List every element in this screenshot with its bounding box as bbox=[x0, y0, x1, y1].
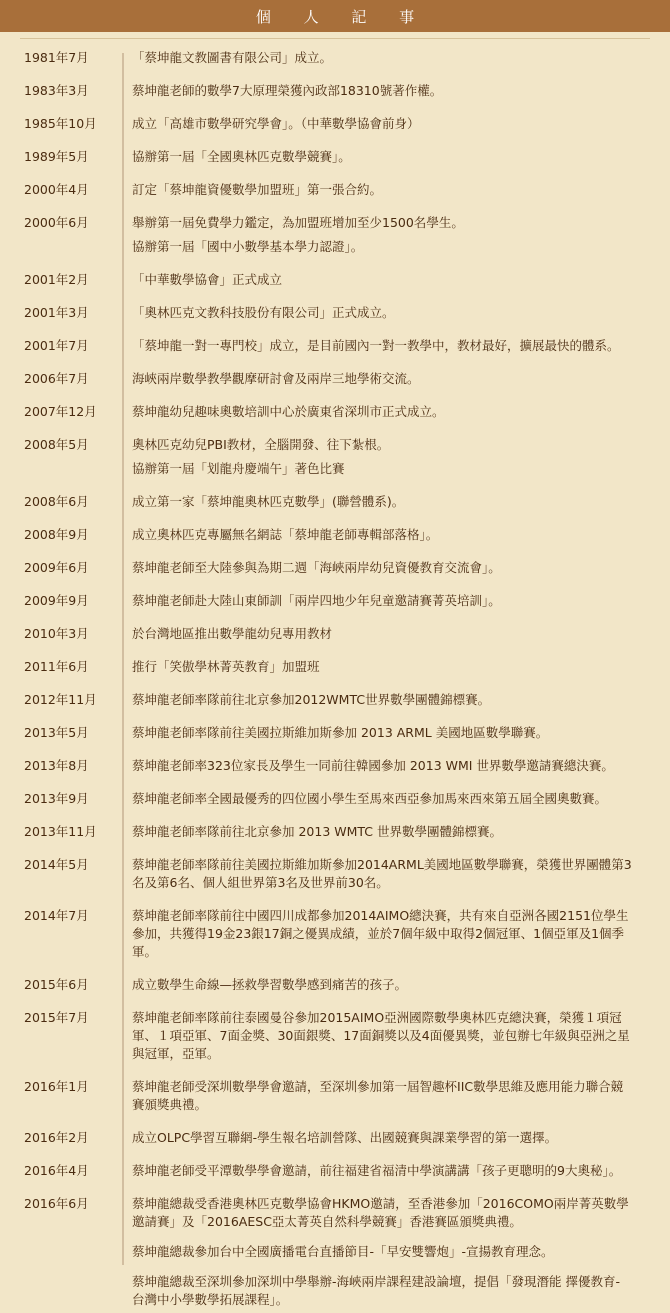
timeline-entry bbox=[0, 854, 670, 896]
entry-date: 2010年3月 bbox=[24, 626, 89, 641]
timeline-entry bbox=[0, 269, 670, 293]
entry-event-text: 協辦第一屆「全國奧林匹克數學競賽」。 bbox=[132, 149, 351, 164]
timeline-entry bbox=[0, 146, 670, 170]
timeline-entry bbox=[0, 113, 670, 137]
entry-event-text: 蔡坤龍總裁參加台中全國廣播電台直播節目-「早安雙響炮」-宣揚教育理念。 bbox=[132, 1244, 554, 1259]
timeline-entry bbox=[0, 302, 670, 326]
timeline-entry bbox=[0, 821, 670, 845]
entry-events bbox=[122, 401, 632, 425]
timeline-entry bbox=[0, 755, 670, 779]
entry-date: 2009年6月 bbox=[24, 560, 89, 575]
entry-events bbox=[122, 80, 632, 104]
entry-date: 2013年11月 bbox=[24, 824, 97, 839]
page-header bbox=[0, 0, 670, 32]
entry-event-text: 蔡坤龍幼兒趣味奧數培訓中心於廣東省深圳市正式成立。 bbox=[132, 404, 445, 419]
entry-event-text: 蔡坤龍老師率隊前往北京參加 2013 WMTC 世界數學團體錦標賽。 bbox=[132, 824, 503, 839]
timeline-entry bbox=[0, 524, 670, 548]
entry-event-text: 成立第一家「蔡坤龍奧林匹克數學」(聯營體系)。 bbox=[132, 494, 405, 509]
entry-event-text: 成立數學生命線—拯救學習數學感到痛苦的孩子。 bbox=[132, 977, 408, 992]
entry-events bbox=[122, 821, 632, 845]
timeline-entry bbox=[0, 80, 670, 104]
entry-events bbox=[122, 623, 632, 647]
entry-event-text: 「蔡坤龍文教圖書有限公司」成立。 bbox=[132, 50, 333, 65]
entry-event-text: 海峽兩岸數學教學觀摩研討會及兩岸三地學術交流。 bbox=[132, 371, 420, 386]
entry-event-text: 蔡坤龍老師至大陸參與為期二週「海峽兩岸幼兒資優教育交流會」。 bbox=[132, 560, 501, 575]
entry-date: 2016年2月 bbox=[24, 1130, 89, 1145]
entry-events bbox=[122, 656, 632, 680]
entry-date: 2012年11月 bbox=[24, 692, 97, 707]
entry-event-text: 奧林匹克幼兒PBI教材，全腦開發、往下紮根。 bbox=[132, 437, 390, 452]
entry-event-text: 成立OLPC學習互聯網-學生報名培訓營隊、出國競賽與課業學習的第一選擇。 bbox=[132, 1130, 558, 1145]
entry-event-text: 蔡坤龍老師率323位家長及學生一同前往韓國參加 2013 WMI 世界數學邀請賽總決賽。 bbox=[132, 758, 614, 773]
timeline-entry bbox=[0, 1007, 670, 1067]
entry-date: 2000年6月 bbox=[24, 215, 89, 230]
timeline-entry bbox=[0, 623, 670, 647]
entry-events bbox=[122, 755, 632, 779]
timeline bbox=[0, 39, 670, 1313]
entry-date: 2009年9月 bbox=[24, 593, 89, 608]
entry-date: 2011年6月 bbox=[24, 659, 89, 674]
timeline-entry bbox=[0, 788, 670, 812]
entry-date: 2001年2月 bbox=[24, 272, 89, 287]
entry-events bbox=[122, 1076, 632, 1118]
entry-event-text: 「蔡坤龍一對一專門校」成立，是目前國內一對一教學中，教材最好，擴展最快的體系。 bbox=[132, 338, 620, 353]
entry-date: 2013年5月 bbox=[24, 725, 89, 740]
entry-event-text: 蔡坤龍總裁受香港奧林匹克數學協會HKMO邀請，至香港參加「2016COMO兩岸菁英數學邀請賽」及「2016AESC亞太菁英自然科學競賽」香港賽區頒獎典禮。 bbox=[132, 1196, 629, 1229]
entry-date: 2008年9月 bbox=[24, 527, 89, 542]
entry-events bbox=[122, 788, 632, 812]
entry-date: 2015年6月 bbox=[24, 977, 89, 992]
entry-date: 1983年3月 bbox=[24, 83, 89, 98]
entry-date: 2015年7月 bbox=[24, 1010, 89, 1025]
entry-event-text: 蔡坤龍老師率隊前往泰國曼谷參加2015AIMO亞洲國際數學奧林匹克總決賽，榮獲１項冠軍、１項亞軍、7面金獎、30面銀獎、17面銅獎以及4面優異獎，並包辦七年級與亞洲之星與冠軍，亞軍。 bbox=[132, 1010, 630, 1061]
timeline-entry bbox=[0, 1076, 670, 1118]
entry-event-text: 蔡坤龍老師的數學7大原理榮獲內政部18310號著作權。 bbox=[132, 83, 443, 98]
entry-events bbox=[122, 302, 632, 326]
timeline-entry bbox=[0, 434, 670, 482]
entry-events bbox=[122, 905, 632, 965]
timeline-entry bbox=[0, 335, 670, 359]
timeline-entry bbox=[0, 590, 670, 614]
entry-events bbox=[122, 974, 632, 998]
timeline-entry bbox=[0, 905, 670, 965]
entry-event-text: 「中華數學協會」正式成立 bbox=[132, 272, 283, 287]
entry-event-text: 成立「高雄市數學研究學會」。（中華數學協會前身） bbox=[132, 116, 420, 131]
entry-events bbox=[122, 434, 632, 482]
timeline-entry bbox=[0, 212, 670, 260]
entry-events bbox=[122, 212, 632, 260]
entry-events bbox=[122, 1193, 632, 1313]
entry-event-text: 協辦第一屆「國中小數學基本學力認證」。 bbox=[132, 239, 364, 254]
entry-event-text: 舉辦第一屆免費學力鑑定，為加盟班增加至少1500名學生。 bbox=[132, 215, 464, 230]
entry-event-text: 蔡坤龍老師受平潭數學學會邀請，前往福建省福清中學演講講「孩子更聰明的9大奧秘」。 bbox=[132, 1163, 622, 1178]
entry-events bbox=[122, 179, 632, 203]
timeline-entry bbox=[0, 1193, 670, 1313]
entry-events bbox=[122, 368, 632, 392]
entry-event-text: 蔡坤龍老師赴大陸山東師訓「兩岸四地少年兒童邀請賽菁英培訓」。 bbox=[132, 593, 501, 608]
entry-events bbox=[122, 491, 632, 515]
entry-event-text: 蔡坤龍老師率隊前往中國四川成都參加2014AIMO總決賽，共有來自亞洲各國2151位學生參加，共獲得19金23銀17銅之優異成績，並於7個年級中取得2個冠軍、1個亞軍及1個季軍。 bbox=[132, 908, 629, 959]
entry-date: 1985年10月 bbox=[24, 116, 97, 131]
entry-date: 2008年6月 bbox=[24, 494, 89, 509]
entry-event-text: 訂定「蔡坤龍資優數學加盟班」第一張合約。 bbox=[132, 182, 383, 197]
entry-events bbox=[122, 335, 632, 359]
timeline-entry bbox=[0, 689, 670, 713]
entry-events bbox=[122, 1127, 632, 1151]
entry-events bbox=[122, 1160, 632, 1184]
entry-date: 2014年5月 bbox=[24, 857, 89, 872]
entry-event-text: 協辦第一屆「划龍舟慶端午」著色比賽 bbox=[132, 461, 345, 476]
entry-date: 2013年8月 bbox=[24, 758, 89, 773]
entry-event-text: 蔡坤龍老師率隊前往美國拉斯維加斯參加2014ARML美國地區數學聯賽，榮獲世界團體第3名及第6名、個人組世界第3名及世界前30名。 bbox=[132, 857, 632, 890]
timeline-entry bbox=[0, 179, 670, 203]
entry-events bbox=[122, 689, 632, 713]
entry-events bbox=[122, 590, 632, 614]
timeline-entry bbox=[0, 491, 670, 515]
entry-events bbox=[122, 524, 632, 548]
entry-date: 2014年7月 bbox=[24, 908, 89, 923]
entry-events bbox=[122, 557, 632, 581]
entry-event-text: 蔡坤龍總裁至深圳參加深圳中學舉辦-海峽兩岸課程建設論壇，提倡「發現潛能 擇優教育-台灣中小學數學拓展課程」。 bbox=[132, 1274, 620, 1307]
timeline-entry bbox=[0, 368, 670, 392]
entry-event-text: 蔡坤龍老師率全國最優秀的四位國小學生至馬來西亞參加馬來西來第五屆全國奧數賽。 bbox=[132, 791, 608, 806]
entry-date: 2016年1月 bbox=[24, 1079, 89, 1094]
timeline-entry bbox=[0, 1127, 670, 1151]
entry-events bbox=[122, 1007, 632, 1067]
entry-date: 2007年12月 bbox=[24, 404, 97, 419]
entry-date: 2016年6月 bbox=[24, 1196, 89, 1211]
entry-date: 2001年7月 bbox=[24, 338, 89, 353]
timeline-entry bbox=[0, 557, 670, 581]
entry-date: 1989年5月 bbox=[24, 149, 89, 164]
entry-event-text: 蔡坤龍老師受深圳數學學會邀請，至深圳參加第一屆智趣杯IIC數學思維及應用能力聯合競賽頒獎典禮。 bbox=[132, 1079, 624, 1112]
entry-event-text: 蔡坤龍老師率隊前往北京參加2012WMTC世界數學團體錦標賽。 bbox=[132, 692, 491, 707]
entry-event-text: 蔡坤龍老師率隊前往美國拉斯維加斯參加 2013 ARML 美國地區數學聯賽。 bbox=[132, 725, 549, 740]
entry-event-text: 成立奧林匹克專屬無名網誌「蔡坤龍老師專輯部落格」。 bbox=[132, 527, 439, 542]
entry-date: 1981年7月 bbox=[24, 50, 89, 65]
entry-date: 2013年9月 bbox=[24, 791, 89, 806]
page-title: 個 人 記 事 bbox=[255, 7, 429, 26]
timeline-entry bbox=[0, 401, 670, 425]
entry-event-text: 「奧林匹克文教科技股份有限公司」正式成立。 bbox=[132, 305, 395, 320]
entry-date: 2008年5月 bbox=[24, 437, 89, 452]
entry-event-text: 於台灣地區推出數學龍幼兒專用教材 bbox=[132, 626, 333, 641]
entry-date: 2016年4月 bbox=[24, 1163, 89, 1178]
entry-event-text: 推行「笑傲學林菁英教育」加盟班 bbox=[132, 659, 320, 674]
entry-events bbox=[122, 854, 632, 896]
entry-date: 2001年3月 bbox=[24, 305, 89, 320]
entry-date: 2000年4月 bbox=[24, 182, 89, 197]
entry-events bbox=[122, 113, 632, 137]
entry-events bbox=[122, 47, 632, 71]
entry-events bbox=[122, 269, 632, 293]
timeline-entry bbox=[0, 1160, 670, 1184]
timeline-entry bbox=[0, 47, 670, 71]
timeline-entry bbox=[0, 974, 670, 998]
timeline-entry bbox=[0, 656, 670, 680]
entry-events bbox=[122, 722, 632, 746]
timeline-entry bbox=[0, 722, 670, 746]
entry-date: 2006年7月 bbox=[24, 371, 89, 386]
entry-events bbox=[122, 146, 632, 170]
